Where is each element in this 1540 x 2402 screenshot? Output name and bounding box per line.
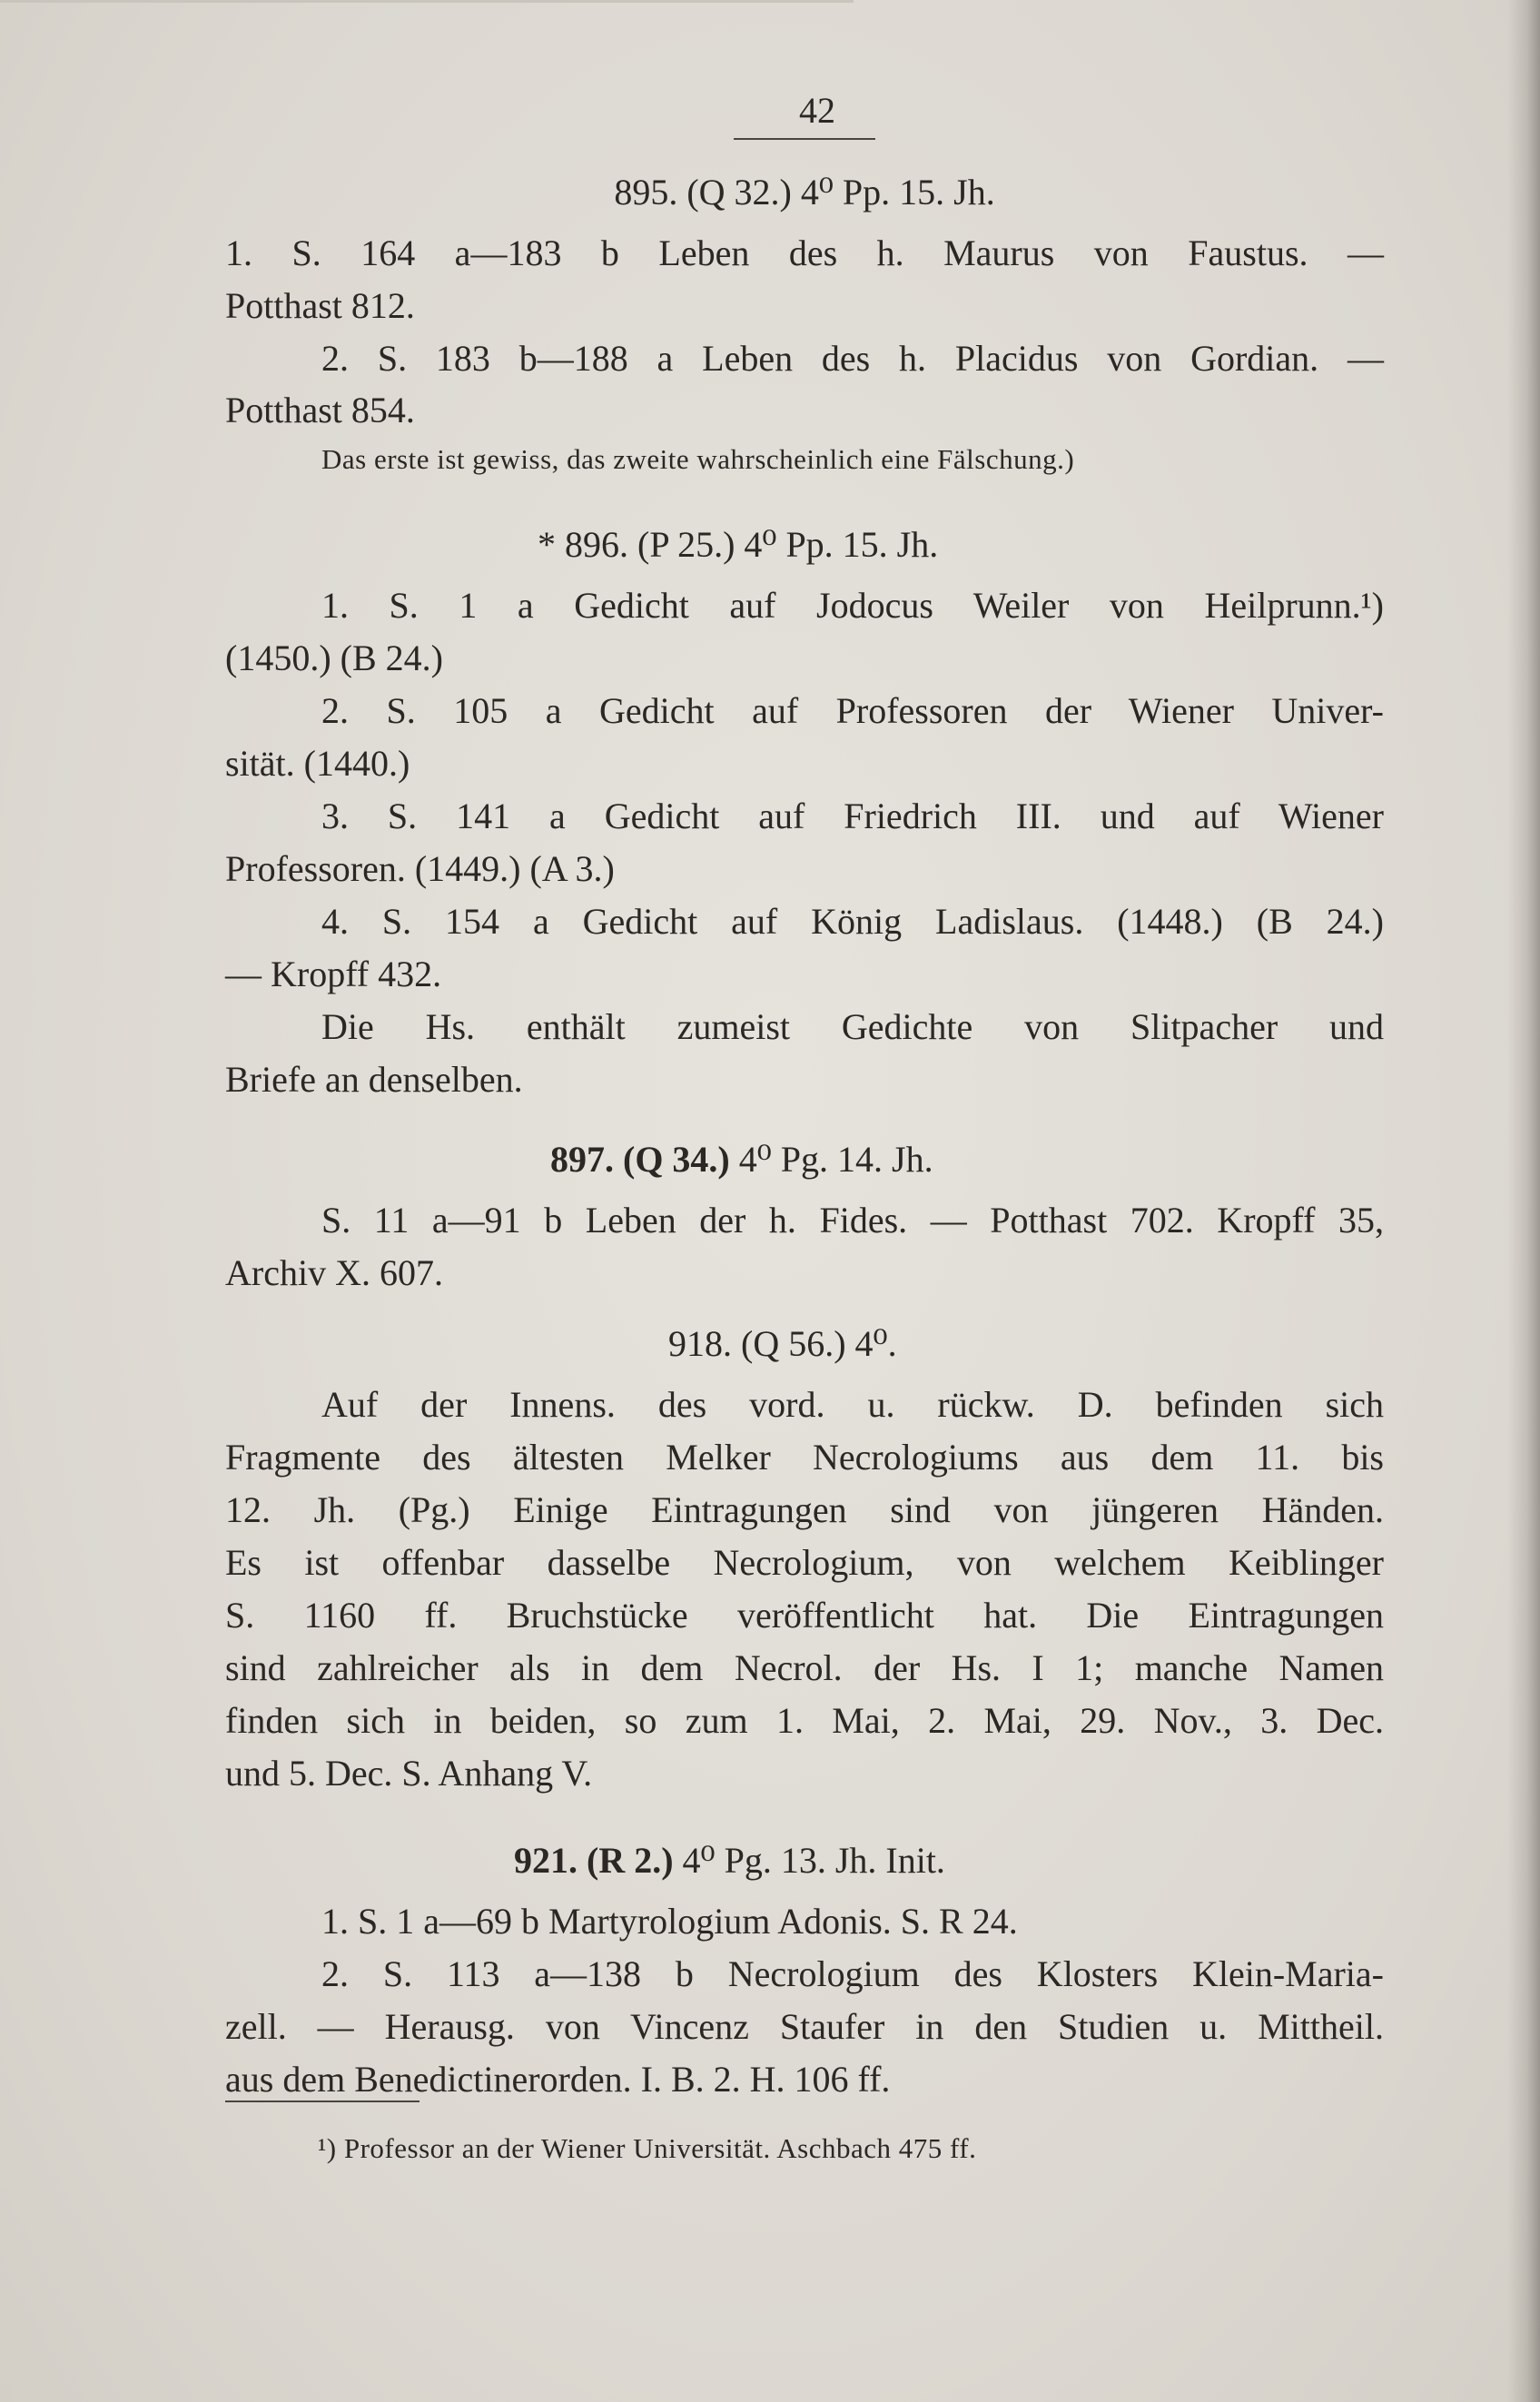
entry-line: 2. S. 113 a—138 b Necrologium des Klosters Klein-Maria- (321, 1953, 1384, 1994)
entry-line: zell. — Herausg. von Vincenz Staufer in den Studien u. Mittheil. (225, 2006, 1384, 2047)
entry-heading-921 (514, 1839, 1240, 1882)
entry-line: 1. S. 1 a Gedicht auf Jodocus Weiler von Heilprunn.¹) (321, 585, 1384, 626)
entry-heading-918: 918. (Q 56.) 4⁰. (668, 1323, 897, 1364)
entry-line: Potthast 854. (225, 390, 415, 430)
footnote: ¹) Professor an der Wiener Universität. Aschbach 475 ff. (318, 2132, 977, 2164)
page-number-rule (734, 138, 875, 140)
entry-line: — Kropff 432. (225, 954, 442, 994)
entry-line: S. 1160 ff. Bruchstücke veröffentlicht hat. Die Eintragungen (225, 1595, 1384, 1636)
entry-line: Briefe an denselben. (225, 1059, 523, 1100)
entry-heading-895: 895. (Q 32.) 4⁰ Pp. 15. Jh. (614, 172, 995, 213)
entry-line: (1450.) (B 24.) (225, 638, 443, 678)
entry-line: finden sich in beiden, so zum 1. Mai, 2. Mai, 29. Nov., 3. Dec. (225, 1700, 1384, 1741)
scan-top-edge (0, 0, 854, 3)
entry-line: Es ist offenbar dasselbe Necrologium, von welchem Keiblinger (225, 1542, 1384, 1583)
entry-line: Professoren. (1449.) (A 3.) (225, 848, 615, 889)
entry-heading-897 (550, 1138, 1186, 1181)
entry-heading-896: * 896. (P 25.) 4⁰ Pp. 15. Jh. (538, 524, 939, 565)
entry-line: 2. S. 183 b—188 a Leben des h. Placidus von Gordian. — (321, 338, 1384, 379)
entry-line: aus dem Benedictinerorden. I. B. 2. H. 106 ff. (225, 2059, 891, 2100)
entry-line: 12. Jh. (Pg.) Einige Eintragungen sind von jüngeren Händen. (225, 1489, 1384, 1530)
entry-line: Potthast 812. (225, 285, 415, 326)
page-number: 42 (799, 90, 835, 131)
entry-heading-details: 4⁰ Pg. 13. Jh. Init. (673, 1840, 945, 1881)
entry-line: Auf der Innens. des vord. u. rückw. D. befinden sich (321, 1384, 1384, 1425)
entry-line: 2. S. 105 a Gedicht auf Professoren der Wiener Univer- (321, 690, 1384, 731)
entry-heading-number: 921. (R 2.) (514, 1840, 674, 1881)
entry-line: S. 11 a—91 b Leben der h. Fides. — Potthast 702. Kropff 35, (321, 1200, 1384, 1241)
entry-line: 1. S. 1 a—69 b Martyrologium Adonis. S. R 24. (321, 1901, 1018, 1942)
entry-line: sität. (1440.) (225, 743, 410, 784)
footnote-rule (225, 2101, 420, 2102)
entry-heading-number: 897. (Q 34.) (550, 1139, 730, 1180)
entry-note: Das erste ist gewiss, das zweite wahrscheinlich eine Fälschung.) (321, 443, 1075, 475)
entry-line: Archiv X. 607. (225, 1252, 443, 1293)
entry-line: und 5. Dec. S. Anhang V. (225, 1753, 593, 1794)
entry-line: Fragmente des ältesten Melker Necrologiums aus dem 11. bis (225, 1437, 1384, 1478)
entry-line: sind zahlreicher als in dem Necrol. der Hs. I 1; manche Namen (225, 1647, 1384, 1688)
entry-line: 4. S. 154 a Gedicht auf König Ladislaus. (1448.) (B 24.) (321, 901, 1384, 942)
entry-line: 1. S. 164 a—183 b Leben des h. Maurus von Faustus. — (225, 232, 1384, 273)
entry-heading-details: 4⁰ Pg. 14. Jh. (729, 1139, 933, 1180)
entry-line: 3. S. 141 a Gedicht auf Friedrich III. und auf Wiener (321, 796, 1384, 836)
page-edge-shadow (1507, 0, 1540, 2402)
entry-line: Die Hs. enthält zumeist Gedichte von Slitpacher und (321, 1006, 1384, 1047)
